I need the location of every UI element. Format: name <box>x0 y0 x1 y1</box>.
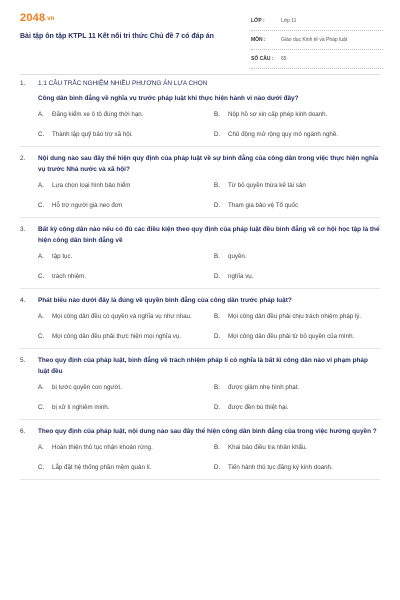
meta-row-subject <box>251 31 383 50</box>
question-text: Phát biểu nào dưới đây là đúng về quyền bình đẳng của công dân trước pháp luật? <box>38 297 292 304</box>
option-text: Hỗ trợ người già neo đơn <box>52 202 123 209</box>
question-block-2 <box>20 153 380 218</box>
question-text: Theo quy định của pháp luật, bình đẳng về trách nhiệm pháp lí có nghĩa là bất kì công dân nào vi phạm pháp luật đều <box>38 357 368 375</box>
option-a[interactable] <box>38 110 204 120</box>
meta-value: Giáo dục Kinh tế và Pháp luật <box>281 37 348 43</box>
question-number: 6. <box>20 428 26 435</box>
header-divider <box>20 74 380 75</box>
meta-label: LỚP : <box>251 18 265 24</box>
option-letter: B. <box>214 384 220 391</box>
meta-label: MÔN : <box>251 37 266 43</box>
option-b[interactable] <box>214 383 380 393</box>
option-letter: D. <box>214 333 221 340</box>
option-d[interactable] <box>214 403 380 413</box>
option-text: Đăng kiểm xe ô tô đúng thời hạn. <box>52 111 144 118</box>
options-grid <box>38 443 380 473</box>
meta-label: SỐ CÂU : <box>251 56 274 62</box>
option-a[interactable] <box>38 312 204 322</box>
option-d[interactable] <box>214 130 380 140</box>
option-b[interactable] <box>214 181 380 191</box>
option-text: Lắp đặt hệ thống phần mềm quản lí. <box>52 464 152 471</box>
option-text: Lựa chọn loại hình bảo hiểm <box>52 182 131 189</box>
question-number: 4. <box>20 297 26 304</box>
option-c[interactable] <box>38 130 204 140</box>
logo-suffix: .vn <box>45 16 55 22</box>
option-letter: C. <box>38 333 45 340</box>
option-text: Mọi công dân đều phải thực hiện mọi nghĩa vụ. <box>52 333 182 340</box>
option-c[interactable] <box>38 332 204 342</box>
option-text: bị xử lí nghiêm minh. <box>52 404 110 411</box>
options-grid <box>38 312 380 342</box>
option-text: Nộp hồ sơ xin cấp phép kinh doanh. <box>228 111 328 118</box>
option-b[interactable] <box>214 312 380 322</box>
option-letter: A. <box>38 182 44 189</box>
option-letter: C. <box>38 273 45 280</box>
option-d[interactable] <box>214 201 380 211</box>
option-text: được đền bù thiệt hại. <box>228 404 289 411</box>
option-letter: D. <box>214 131 221 138</box>
option-b[interactable] <box>214 443 380 453</box>
question-line <box>20 224 380 246</box>
option-text: Thành lập quỹ bảo trợ xã hội. <box>52 131 133 138</box>
meta-row-grade <box>251 12 383 31</box>
options-grid <box>38 181 380 211</box>
option-text: Từ bỏ quyền thừa kế tài sản <box>228 182 306 189</box>
option-text: Tham gia bảo vệ Tổ quốc <box>228 202 299 209</box>
option-d[interactable] <box>214 272 380 282</box>
option-c[interactable] <box>38 201 204 211</box>
option-text: Khai báo điều tra nhân khẩu. <box>228 444 308 451</box>
option-text: Mọi công dân đều phải từ bỏ quyền của mình. <box>228 333 355 340</box>
option-letter: B. <box>214 253 220 260</box>
option-letter: B. <box>214 111 220 118</box>
meta-value: 65 <box>281 56 287 62</box>
option-text: được giảm nhẹ hình phạt. <box>228 384 300 391</box>
option-text: tập tục. <box>52 253 73 260</box>
option-a[interactable] <box>38 252 204 262</box>
option-a[interactable] <box>38 181 204 191</box>
option-a[interactable] <box>38 383 204 393</box>
meta-value: Lớp 11 <box>281 18 297 24</box>
document-header <box>0 0 400 72</box>
option-text: nghĩa vụ. <box>228 273 254 280</box>
question-text: Theo quy định của pháp luật, nội dung nào sau đây thể hiện công dân bình đẳng của trong việc hưởng quyền ? <box>38 428 377 435</box>
section-title: 1.1 CÂU TRẮC NGHIỆM NHIỀU PHƯƠNG ÁN LỰA CHỌN <box>38 80 208 87</box>
option-letter: C. <box>38 131 45 138</box>
question-text: Công dân bình đẳng về nghĩa vụ trước pháp luật khi thực hiện hành vi nào dưới đây? <box>38 95 299 102</box>
option-letter: D. <box>214 202 221 209</box>
options-grid <box>38 383 380 413</box>
question-text: Nội dung nào sau đây thể hiện quy định của pháp luật về sự bình đẳng của công dân trong việc thực hiện nghĩa vụ trước Nhà nước và xã hội? <box>38 155 379 173</box>
option-text: Mọi công dân đều có quyền và nghĩa vụ như nhau. <box>52 313 192 320</box>
option-b[interactable] <box>214 252 380 262</box>
question-number: 5. <box>20 357 26 364</box>
question-line <box>20 153 380 175</box>
option-text: quyền. <box>228 253 247 260</box>
option-letter: D. <box>214 273 221 280</box>
question-line <box>20 355 380 377</box>
option-text: Hoàn thiện thủ tục nhận khoán rừng. <box>52 444 153 451</box>
section-heading <box>20 78 380 89</box>
option-letter: B. <box>214 182 220 189</box>
option-letter: A. <box>38 313 44 320</box>
question-block-4 <box>20 295 380 349</box>
question-line <box>20 426 380 437</box>
option-letter: A. <box>38 384 44 391</box>
question-list <box>20 78 380 486</box>
question-number: 2. <box>20 155 26 162</box>
option-letter: D. <box>214 464 221 471</box>
options-grid <box>38 110 380 140</box>
option-text: Mọi công dân đều phải chịu trách nhiệm pháp lý. <box>228 313 362 320</box>
option-letter: C. <box>38 202 45 209</box>
question-block-5 <box>20 355 380 420</box>
option-letter: A. <box>38 444 44 451</box>
question-block-1 <box>20 78 380 147</box>
option-letter: C. <box>38 404 45 411</box>
option-letter: D. <box>214 404 221 411</box>
option-letter: B. <box>214 444 220 451</box>
document-title: Bài tập ôn tập KTPL 11 Kết nối tri thức Chủ đề 7 có đáp án <box>20 33 214 40</box>
logo-text: 2048 <box>20 12 46 24</box>
option-letter: C. <box>38 464 45 471</box>
option-c[interactable] <box>38 463 204 473</box>
question-number: 1. <box>20 80 26 87</box>
option-c[interactable] <box>38 403 204 413</box>
option-d[interactable] <box>214 332 380 342</box>
site-logo[interactable] <box>20 12 55 24</box>
option-c[interactable] <box>38 272 204 282</box>
option-text: Chủ động mở rộng quy mô ngành nghề. <box>228 131 339 138</box>
question-line <box>20 295 380 306</box>
question-block-3 <box>20 224 380 289</box>
option-b[interactable] <box>214 110 380 120</box>
question-number: 3. <box>20 226 26 233</box>
option-letter: A. <box>38 111 44 118</box>
option-text: trách nhiệm. <box>52 273 87 280</box>
option-letter: B. <box>214 313 220 320</box>
question-text: Bất kỳ công dân nào nếu có đủ các điều kiện theo quy định của pháp luật đều bình đẳng về cơ hội học tập là thể hiện công dân bình đẳng về <box>38 226 380 244</box>
option-letter: A. <box>38 253 44 260</box>
question-block-6 <box>20 426 380 480</box>
option-a[interactable] <box>38 443 204 453</box>
document-meta <box>251 12 383 69</box>
option-d[interactable] <box>214 463 380 473</box>
meta-row-count <box>251 50 383 69</box>
option-text: bị tước quyền con người. <box>52 384 122 391</box>
options-grid <box>38 252 380 282</box>
option-text: Tiến hành thủ tục đăng ký kinh doanh. <box>228 464 333 471</box>
